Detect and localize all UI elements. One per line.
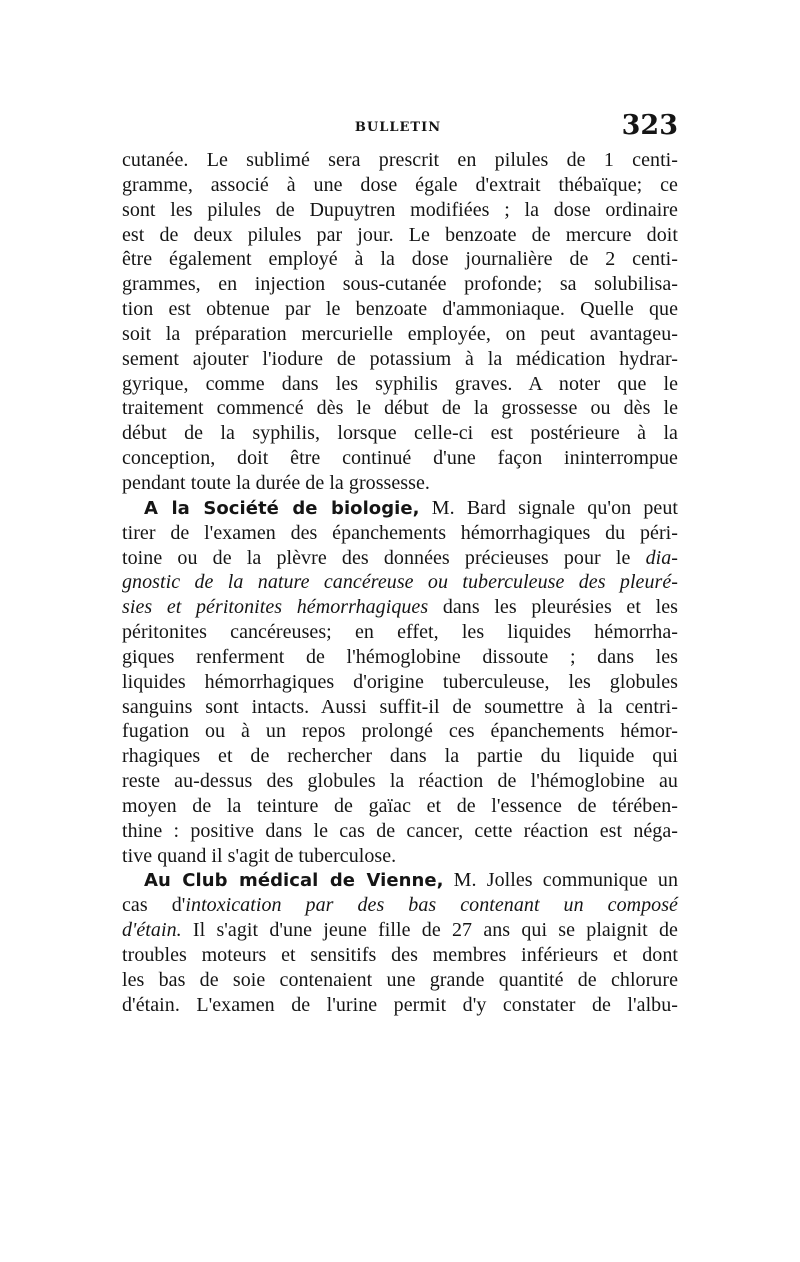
text-line: grammes, en injection sous-cutanée profonde; sa solubilisa- [122, 273, 678, 296]
text-line: sanguins sont intacts. Aussi suffit-il de soumettre à la centri- [122, 695, 678, 718]
italic-text: intoxication par des bas contenant un composé [185, 894, 678, 917]
text-line: gramme, associé à une dose égale d'extrait thébaïque; ce [122, 173, 678, 196]
text-line: reste au-dessus des globules la réaction de l'hémoglobine au [122, 770, 678, 793]
text-line: moyen de la teinture de gaïac et de l'essence de térében- [122, 794, 678, 817]
section-lead-club-medical: Au Club médical de Vienne, [144, 870, 444, 892]
text-line: pendant toute la durée de la grossesse. [122, 471, 430, 494]
text-line: Au Club médical de Vienne, M. Jolles communique un [144, 869, 678, 892]
text-line [122, 570, 678, 595]
text-line: rhagiques et de rechercher dans la partie du liquide qui [122, 745, 678, 768]
text-line: péritonites cancéreuses; en effet, les liquides hémorrha- [122, 621, 678, 644]
italic-text: sies et péritonites hémorrhagiques [122, 596, 429, 619]
text-line: toine ou de la plèvre des données précieuses pour le dia- [122, 546, 678, 569]
text-line: sies et péritonites hémorrhagiques dans les pleurésies et les [122, 596, 678, 619]
text-line: soit la préparation mercurielle employée, on peut avantageu- [122, 322, 678, 345]
text-line: d'étain. Il s'agit d'une jeune fille de 27 ans qui se plaignit de [122, 919, 678, 942]
text-line: troubles moteurs et sensitifs des membres inférieurs et dont [122, 944, 678, 966]
text-line: conception, doit être continué d'une façon ininterrompue [122, 447, 678, 470]
text-line: les bas de soie contenaient une grande quantité de chlorure [122, 968, 678, 991]
text-line: traitement commencé dès le début de la grossesse ou dès le [122, 397, 678, 420]
text-line: tirer de l'examen des épanchements hémorrhagiques du péri- [122, 521, 678, 544]
text-line: début de la syphilis, lorsque celle-ci est postérieure à la [122, 422, 678, 445]
text-line: sont les pilules de Dupuytren modifiées ; la dose ordinaire [122, 198, 678, 221]
text-line: être également employé à la dose journalière de 2 centi- [122, 248, 678, 271]
text-line: gyrique, comme dans les syphilis graves. A noter que le [122, 372, 678, 395]
text-line: tion est obtenue par le benzoate d'ammoniaque. Quelle que [122, 298, 678, 321]
text-line: cas d'intoxication par des bas contenant un composé [122, 894, 678, 917]
text-line: liquides hémorrhagiques d'origine tuberculeuse, les globules [122, 670, 678, 693]
text-line: fugation ou à un repos prolongé ces épanchements hémor- [122, 720, 678, 743]
running-title: BULLETIN [354, 120, 442, 135]
text-line: d'étain. L'examen de l'urine permit d'y constater de l'albu- [122, 993, 678, 1016]
italic-text: dia- [645, 546, 678, 569]
text-line: cutanée. Le sublimé sera prescrit en pilules de 1 centi- [122, 149, 678, 171]
section-lead-societe-biologie: A la Société de biologie, [144, 497, 420, 519]
italic-text: gnostic de la nature cancéreuse ou tuberculeuse des pleuré- [122, 571, 678, 594]
text-line: thine : positive dans le cas de cancer, cette réaction est néga- [122, 819, 678, 842]
text-line: tive quand il s'agit de tuberculose. [122, 844, 397, 867]
text-line: est de deux pilules par jour. Le benzoate de mercure doit [122, 223, 678, 246]
page-header [118, 108, 678, 148]
text-line: A la Société de biologie, M. Bard signale qu'on peut [144, 496, 679, 519]
text-line: sement ajouter l'iodure de potassium à la médication hydrar- [122, 347, 678, 370]
text-line: giques renferment de l'hémoglobine dissoute ; dans les [122, 645, 678, 668]
italic-text: d'étain. [122, 919, 182, 942]
page-number: 323 [621, 110, 678, 141]
body-text [122, 148, 678, 1018]
